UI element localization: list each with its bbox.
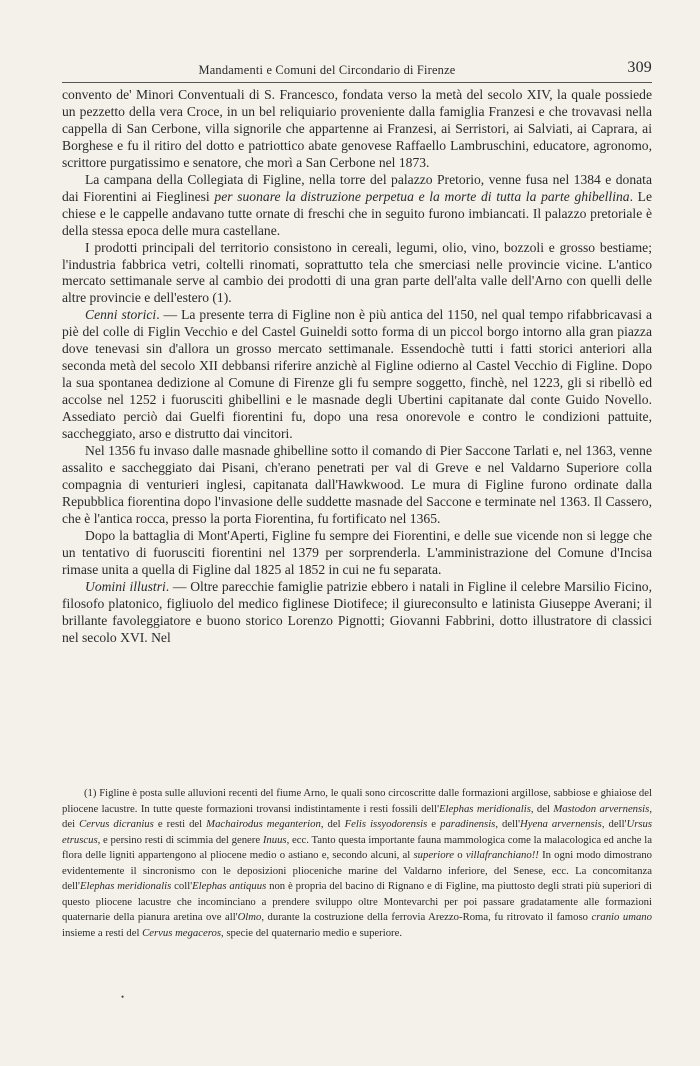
text-run: , durante la costruzione della ferrovia Arezzo-Roma, fu ritrovato il famoso xyxy=(261,911,592,924)
italic-text: villafranchiano!! xyxy=(465,849,539,862)
text-run: insieme a resti del xyxy=(62,926,143,939)
main-text xyxy=(62,87,652,646)
text-run: , del xyxy=(530,802,554,815)
italic-text: Cenni storici xyxy=(85,307,157,323)
paragraph xyxy=(62,443,652,528)
running-title: Mandamenti e Comuni del Circondario di Firenze xyxy=(198,63,456,77)
footnotes xyxy=(62,786,652,941)
italic-text: Ursus etruscus xyxy=(62,818,653,846)
text-run: , e persino resti di scimmia del genere xyxy=(97,833,263,846)
text-run: . — Oltre parecchie famiglie patrizie ebbero i natali in Figline il celebre Marsilio Ficino, filosofo platonico, figliuolo del medico figlinese Diotifece; il giureconsulto e latinista Giuseppe Averani; il brillante favoleggiatore e buono storico Lorenzo Pignotti; Giovanni Fabbrini, dotto illustratore di classici nel secolo XVI. Nel xyxy=(62,578,653,645)
italic-text: Uomini illustri xyxy=(85,578,166,594)
text-run: , dei xyxy=(62,802,652,831)
text-run: In ogni modo dimostrano evidentemente il sincronismo con le deposizioni plioceniche marine del Valdarno inferiore, del Senese, ecc. La concomitanza dell' xyxy=(62,849,653,893)
text-run: e resti del xyxy=(153,818,207,831)
italic-text: Cervus megaceros xyxy=(142,926,221,939)
italic-text: Hyena arvernensis xyxy=(520,818,602,831)
text-run: . — La presente terra di Figline non è più antica del 1150, nel qual tempo rifabbricavasi a piè del colle di Figlin Vecchio e del Castel Guineldi sotto forma di un piccol borgo intorno alla gran piazza dove tenevasi sin d'allora un grosso mercato settimanale. Essendochè tutti i fatti storici anteriori alla seconda metà del secolo XII debbansi riferire anzichè al Figline odierno al Castel Vecchio di Figline. Dopo la sua spontanea dedizione al Comune di Firenze gli fu sempre soggetto, finchè, nel 1223, gli si ribellò ed accolse nel 1252 i fuorusciti ghibellini e le masnade degli Ubertini capitanate dal conte Guido Novello. Assediato perciò dai Guelfi fiorentini fu, dopo una resa onorevole e contro le condizioni pattuite, saccheggiato, arso e distrutto dai vincitori. xyxy=(62,307,652,442)
footnote xyxy=(62,786,652,941)
italic-text: Inuus xyxy=(262,833,287,846)
text-run: Dopo la battaglia di Mont'Aperti, Figline fu sempre dei Fiorentini, e delle sue vicende non si legge che un tentativo di fuorusciti fiorentini nel 1379 per sorprenderla. L'amministrazione del Comune d'Incisa rimase unita a quella di Figline dal 1825 al 1852 in cui ne fu separata. xyxy=(62,527,652,577)
italic-text: Cervus dicranius xyxy=(79,818,154,831)
paragraph xyxy=(62,172,652,240)
text-run: Nel 1356 fu invaso dalle masnade ghibelline sotto il comando di Pier Saccone Tarlati e, nel 1363, venne assalito e saccheggiato dai Pisani, ch'erano penetrati per val di Greve e nel Valdarno Superiore colla compagnia di venturieri inglesi, capitanata dall'Hawkwood. Le mura di Figline furono ordinate dalla Repubblica fiorentina dopo l'invasione delle suddette masnade del Saccone e terminate nel 1363. Il Cassero, che è l'antica rocca, presso la porta Fiorentina, fu fortificato nel 1365. xyxy=(62,443,652,526)
text-run: , dell' xyxy=(495,818,520,831)
italic-text: Olmo xyxy=(237,911,262,924)
text-run: (1) Figline è posta sulle alluvioni recenti del fiume Arno, le quali sono circoscritte dalle formazioni argillose, sabbiose e ghiaiose del pliocene lacustre. In tutte queste formazioni trovansi indistintamente i resti fossili dell' xyxy=(62,787,652,815)
italic-text: superiore xyxy=(413,849,455,862)
text-run: convento de' Minori Conventuali di S. Francesco, fondata verso la metà del secolo XIV, la quale possiede un pezzetto della vera Croce, in un bel reliquiario proveniente dalla famiglia Franzesi e che trovavasi nella cappella di San Cerbone, villa signorile che appartenne ai Franzesi, ai Serristori, ai Salviati, ai Caprara, ai Borghese e fu il ritiro del dotto e patriottico abate genovese Raffaello Lambruschini, educatore, agronomo, scrittore purgatissimo e senatore, che morì a San Cerbone nel 1873. xyxy=(62,87,652,170)
italic-text: Elephas meridionalis xyxy=(439,802,531,815)
text-run: , specie del quaternario medio e superiore. xyxy=(221,926,403,939)
text-run: , ecc. Tanto questa importante fauna mammologica come la malacologica ed anche la flora delle ligniti appartengono al pliocene medio o astiano e, secondo alcuni, al xyxy=(62,833,652,862)
paragraph xyxy=(62,579,652,647)
italic-text: Mastodon arvernensis xyxy=(553,802,650,815)
paragraph xyxy=(62,87,652,172)
italic-text: Machairodus meganterion xyxy=(206,818,321,831)
text-run: non è propria del bacino di Rignano e di Figline, ma piuttosto degli strati più superiori di questo pliocene lacustre che incominciano a prendere sviluppo oltre Montevarchi per poi passare gradatamente alle formazioni quaternarie della pianura aretina ove all' xyxy=(62,880,652,924)
paragraph xyxy=(62,240,652,308)
paragraph xyxy=(62,307,652,443)
ink-speck: • xyxy=(121,992,125,1002)
paragraph xyxy=(62,528,652,579)
italic-text: per suonare la distruzione perpetua e la morte di tutta la parte ghibellina xyxy=(214,188,630,204)
running-head xyxy=(62,58,652,83)
italic-text: Elephas antiquus xyxy=(192,880,267,893)
text-run: La campana della Collegiata di Figline, nella torre del palazzo Pretorio, venne fusa nel 1384 e donata dai Fiorentini ai Fieglinesi xyxy=(62,171,652,204)
text-run: , del xyxy=(320,818,345,831)
italic-text: Elephas meridionalis xyxy=(79,880,172,893)
italic-text: Felis issyodorensis xyxy=(344,818,428,831)
text-run: . Le chiese e le cappelle andavano tutte ornate di freschi che in seguito furono imbiancati. Il palazzo pretoriale è della stessa epoca delle mura castellane. xyxy=(62,188,652,238)
text-run: , dell' xyxy=(601,818,627,831)
italic-text: paradinensis xyxy=(440,818,496,831)
page-number: 309 xyxy=(627,59,652,76)
text-run: e xyxy=(427,818,441,831)
italic-text: cranio umano xyxy=(591,911,652,924)
text-run: o xyxy=(454,849,466,862)
text-run: coll' xyxy=(171,880,193,893)
text-run: I prodotti principali del territorio consistono in cereali, legumi, olio, vino, bozzoli e grosso bestiame; l'industria fabbrica vetri, coltelli rinomati, soprattutto tela che smerciasi nelle provincie vicine. L'antico mercato settimanale serve al cambio dei prodotti di una gran parte dell'alta valle dell'Arno con quelli delle altre provincie e dell'estero (1). xyxy=(62,239,652,306)
